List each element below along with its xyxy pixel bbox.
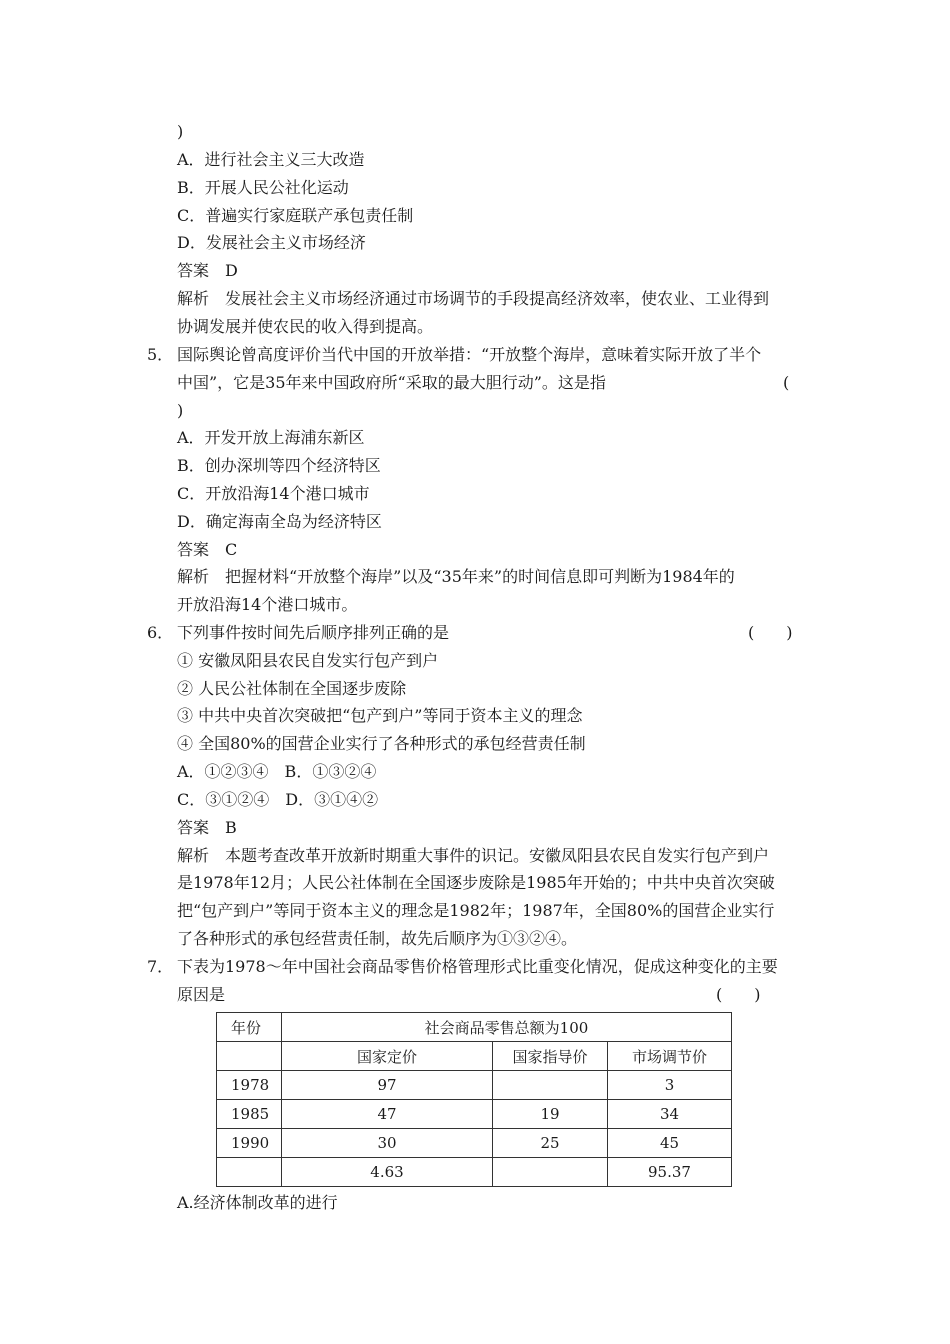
q4-analysis-line: 协调发展并使农民的收入得到提高。 (177, 317, 434, 336)
header-empty (217, 1042, 282, 1071)
q4-answer: 答案 D (177, 261, 238, 280)
q6-answer: 答案 B (177, 818, 237, 837)
q6-analysis-line: 是1978年12月；人民公社体制在全国逐步废除是1985年开始的；中共中央首次突破 (177, 873, 775, 892)
header-col: 国家定价 (282, 1042, 493, 1071)
cell: 45 (608, 1129, 732, 1158)
table-row (217, 1129, 732, 1158)
q6-stem: 下列事件按时间先后顺序排列正确的是 (177, 623, 450, 642)
q5-option-d: D．确定海南全岛为经济特区 (177, 512, 382, 531)
table-header-row (217, 1042, 732, 1071)
q5-option-c: C．开放沿海14个港口城市 (177, 484, 370, 503)
table-row (217, 1100, 732, 1129)
q7-stem-line: 原因是 (177, 985, 226, 1004)
cell-year: 1990 (217, 1129, 282, 1158)
header-total: 社会商品零售总额为100 (282, 1013, 732, 1042)
q6-number: 6． (147, 623, 174, 642)
q4-option-c: C．普遍实行家庭联产承包责任制 (177, 206, 414, 225)
header-col: 市场调节价 (608, 1042, 732, 1071)
q5-paren-close: ) (177, 401, 184, 420)
q6-item: ③ 中共中央首次突破把“包产到户”等同于资本主义的理念 (177, 706, 583, 725)
q5-paren-open: ( (783, 373, 790, 392)
cell: 47 (282, 1100, 493, 1129)
cell-year: 1985 (217, 1100, 282, 1129)
cell: 95.37 (608, 1158, 732, 1187)
q5-stem-line: 中国”，它是35年来中国政府所“采取的最大胆行动”。这是指 (177, 373, 606, 392)
q4-option-d: D．发展社会主义市场经济 (177, 233, 366, 252)
header-year: 年份 (217, 1013, 282, 1042)
price-table (216, 1012, 732, 1187)
q7-option-a: A.经济体制改革的进行 (177, 1193, 338, 1212)
q6-item: ② 人民公社体制在全国逐步废除 (177, 679, 407, 698)
cell: 97 (282, 1071, 493, 1100)
cell (493, 1158, 608, 1187)
cell: 3 (608, 1071, 732, 1100)
cell: 30 (282, 1129, 493, 1158)
q6-paren: ( ) (748, 623, 793, 642)
q5-number: 5． (147, 345, 174, 364)
cell-year (217, 1158, 282, 1187)
q4-option-a: A．进行社会主义三大改造 (177, 150, 365, 169)
cell: 34 (608, 1100, 732, 1129)
q6-analysis-line: 把“包产到户”等同于资本主义的理念是1982年；1987年，全国80%的国营企业实行 (177, 901, 775, 920)
q6-analysis-line: 了各种形式的承包经营责任制，故先后顺序为①③②④。 (177, 929, 578, 948)
q4-option-b: B．开展人民公社化运动 (177, 178, 349, 197)
cell: 4.63 (282, 1158, 493, 1187)
q6-item: ① 安徽凤阳县农民自发实行包产到户 (177, 651, 439, 670)
q5-stem-line: 国际舆论曾高度评价当代中国的开放举措：“开放整个海岸，意味着实际开放了半个 (177, 345, 762, 364)
q7-stem-line: 下表为1978～年中国社会商品零售价格管理形式比重变化情况，促成这种变化的主要 (177, 957, 778, 976)
cell-year: 1978 (217, 1071, 282, 1100)
table-row (217, 1071, 732, 1100)
q5-option-a: A．开发开放上海浦东新区 (177, 428, 365, 447)
q5-analysis-line: 开放沿海14个港口城市。 (177, 595, 358, 614)
q5-analysis-line: 解析 把握材料“开放整个海岸”以及“35年来”的时间信息即可判断为1984年的 (177, 567, 735, 586)
cell (493, 1071, 608, 1100)
q7-number: 7． (147, 957, 174, 976)
q7-paren: ( ) (716, 985, 761, 1004)
q6-options-ab: A．①②③④ B．①③②④ (177, 762, 377, 781)
cell: 19 (493, 1100, 608, 1129)
q6-analysis-line: 解析 本题考查改革开放新时期重大事件的识记。安徽凤阳县农民自发实行包产到户 (177, 846, 770, 865)
q4-analysis-line: 解析 发展社会主义市场经济通过市场调节的手段提高经济效率，使农业、工业得到 (177, 289, 770, 308)
q6-options-cd: C．③①②④ D．③①④② (177, 790, 379, 809)
q6-item: ④ 全国80%的国营企业实行了各种形式的承包经营责任制 (177, 734, 586, 753)
table-header-row (217, 1013, 732, 1042)
table-row (217, 1158, 732, 1187)
header-col: 国家指导价 (493, 1042, 608, 1071)
q4-paren-tail: ) (177, 122, 184, 141)
q5-option-b: B．创办深圳等四个经济特区 (177, 456, 381, 475)
q5-answer: 答案 C (177, 540, 238, 559)
cell: 25 (493, 1129, 608, 1158)
